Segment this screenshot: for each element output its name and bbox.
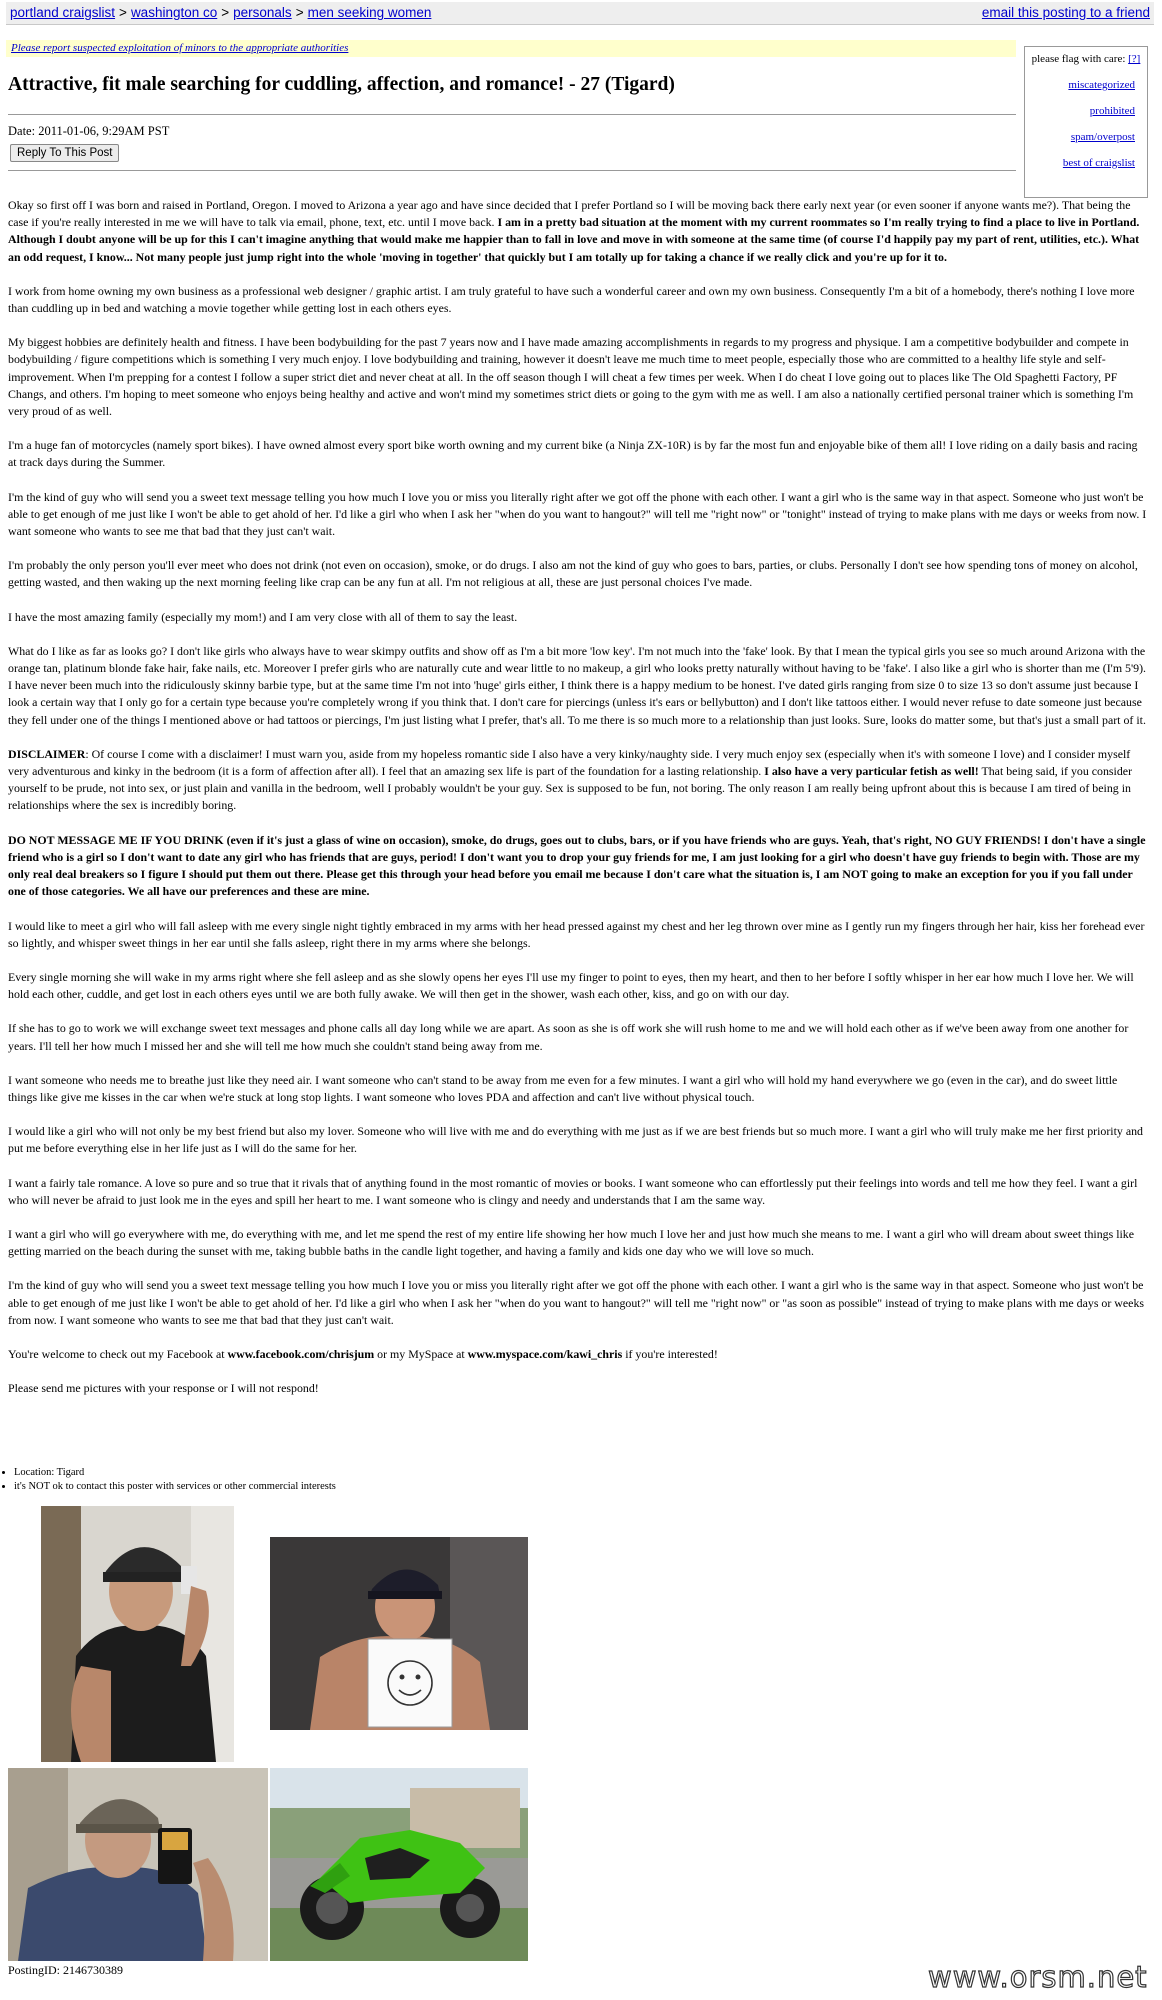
flag-prohibited-link[interactable]: prohibited (1089, 105, 1135, 117)
body-paragraph: I work from home owning my own business as a professional web designer / graphic artist. I am truly grateful to have such a wonderful career and own my own business. Consequently I'm a bit of a homebody, there's nothing I love more than cuddling up in bed and watching a movie together while getting lost in each others eyes. (8, 283, 1135, 316)
flag-best-of-link[interactable]: best of craigslist (1062, 157, 1135, 169)
photo-mirror-selfie-cap[interactable] (41, 1506, 234, 1762)
reply-button[interactable]: Reply To This Post (10, 144, 119, 162)
email-to-friend-link[interactable]: email this posting to a friend (981, 5, 1150, 20)
body-paragraph: I would like a girl who will not only be my best friend but also my lover. Someone who will live with me and do everything with me just as if we are best friends but so much more. I want a girl who will truly make me her first priority and put me before everything else in her life just as I will do the same for her. (8, 1124, 1144, 1156)
breadcrumb (10, 5, 431, 20)
no-contact-attribute: • it's NOT ok to contact this poster with services or other commercial interests (14, 1480, 336, 1494)
disclaimer-paragraph (8, 746, 1148, 815)
breadcrumb-site[interactable]: portland craigslist (10, 5, 116, 20)
myspace-url: www.myspace.com/kawi_chris (467, 1346, 623, 1361)
report-exploitation-link[interactable]: Please report suspected exploitation of minors to the appropriate authorities (11, 42, 349, 54)
title-divider (8, 114, 1016, 115)
body-bold-span: I also have a very particular fetish as well! (764, 764, 979, 779)
posting-title: Attractive, fit male searching for cuddling, affection, and romance! - 27 (Tigard) (8, 74, 675, 95)
breadcrumb-section[interactable]: personals (233, 5, 292, 20)
flag-miscategorized-link[interactable]: miscategorized (1068, 79, 1135, 91)
photo-image (8, 1768, 268, 1961)
posting-date: Date: 2011-01-06, 9:29AM PST (8, 124, 170, 138)
body-paragraph: I want a girl who will go everywhere with me, do everything with me, and let me spend the rest of my entire life showing her how much I love her and just how much she means to me. I want a girl who will dream about sweet things like getting married on the beach during the sunset with me, taking bubble baths in the candle light together, and having a family and kids one day who we will love so much. (8, 1226, 1135, 1259)
dealbreakers-paragraph (8, 832, 1148, 901)
photo-image (270, 1768, 528, 1961)
breadcrumb-category[interactable]: men seeking women (307, 5, 432, 20)
posting-attributes (2, 1466, 336, 1494)
body-paragraph: Every single morning she will wake in my arms right where she fell asleep and as she slowly opens her eyes I'll use my finger to point to eyes, then my heart, and then to her before I softly whisper in her ear how much I love her. We will hold each other, cuddle, and get lost in each others eyes until we are both fully awake. We will then get in the shower, wash each other, kiss, and go on with our day. (8, 969, 1134, 1002)
location-attribute: • Location: Tigard (14, 1466, 336, 1480)
facebook-url: www.facebook.com/chrisjum (227, 1346, 375, 1361)
flag-title-text: please flag with care: (1031, 53, 1126, 65)
body-paragraph: I want someone who needs me to breathe just like they need air. I want someone who can't stand to be away from me even for a few minutes. I want a girl who will hold my hand everywhere we go (even in the car), and do sweet little things like give me kisses in the car when we're stuck at long stop lights. I want someone who loves PDA and affection and can't live without physical touch. (8, 1072, 1118, 1104)
watermark: www.orsm.net (928, 1960, 1148, 1994)
top-bar (6, 2, 1154, 25)
photo-phone-selfie-hoodie[interactable] (8, 1768, 268, 1961)
body-paragraph: I would like to meet a girl who will fall asleep with me every single night tightly embraced in my arms with her head pressed against my chest and her leg thrown over mine as I gently run my fingers through her hair, kiss her forehead ever so lightly, and whisper sweet things in her ear until she falls asleep, right there in my arms where she belongs. (8, 918, 1145, 950)
flag-box (1024, 46, 1148, 198)
exploitation-notice (6, 40, 1016, 57)
body-text-span: That being said, if you consider yourself to be prude, not into sex, or just plain and vanilla in the bedroom, well I probably wouldn't be your guy. Sex is supposed to be fun, not boring. The only reason I am really being upfront about this is because I am tired of being in relationships where the sex is incredibly boring. (8, 764, 1133, 813)
posting-id: PostingID: 2146730389 (8, 1963, 124, 1977)
body-paragraph: I'm the kind of guy who will send you a sweet text message telling you how much I love you or miss you literally right after we got off the phone with each other. I want a girl who is the same way in that aspect. Someone who just won't be able to get enough of me just like I won't be able to get ahold of her. I'd like a girl who when I ask her "when do you want to hangout?" will tell me "right now" or "as soon as possible" instead of trying to make plans with me days or weeks from now. I want someone who wants to see me that bad that they just can't wait. (8, 1278, 1145, 1327)
disclaimer-label: DISCLAIMER (8, 746, 86, 761)
breadcrumb-area[interactable]: washington co (130, 5, 218, 20)
body-bold-span: DO NOT MESSAGE ME IF YOU DRINK (even if it's just a glass of wine on occasion), smoke, do drugs, goes out to clubs, bars, or if you have friends who are guys. Yeah, that's right, NO GUY FRIENDS! I don't have a single friend who is a girl so I don't want to date any girl who has friends that are guys, period! I don't want you to drop your guy friends for me, I am just looking for a girl who doesn't have guy friends to begin with. Those are my only real deal breakers so I figure I should put them out there. Please get this through your head before you email me because I don't care what the situation is, I am NOT going to make an exception for you if you fall under one of those categories. We all have our preferences and these are mine. (8, 832, 1146, 899)
body-text-span: if you're interested! (622, 1346, 718, 1361)
photo-image (41, 1506, 234, 1762)
social-links-paragraph (8, 1346, 1148, 1363)
body-text-span: You're welcome to check out my Facebook at (8, 1346, 228, 1361)
photo-image (270, 1537, 528, 1730)
body-paragraph: Please send me pictures with your response or I will not respond! (8, 1381, 319, 1396)
breadcrumb-separator: > (119, 5, 127, 20)
body-paragraph: I'm a huge fan of motorcycles (namely sport bikes). I have owned almost every sport bike worth owning and my current bike (a Ninja ZX-10R) is by far the most fun and enjoyable bike of them all! I love riding on a daily basis and racing at track days during the Summer. (8, 438, 1138, 470)
body-paragraph: I'm the kind of guy who will send you a sweet text message telling you how much I love you or miss you literally right after we got off the phone with each other. I want a girl who is the same way in that aspect. Someone who just won't be able to get enough of me just like I won't be able to get ahold of her. I'd like a girl who when I ask her "when do you want to hangout?" will tell me "right now" or "tonight" instead of trying to make plans with me days or weeks from now. I want someone who wants to see me that bad that they just can't wait. (8, 489, 1147, 539)
body-paragraph: My biggest hobbies are definitely health and fitness. I have been bodybuilding for the past 7 years now and I have made amazing accomplishments in regards to my progress and physique. I am a competitive bodybuilder and compete in bodybuilding / figure competitions which is something I very much enjoy. I love bodybuilding and training, however it doesn't leave me much time to meet people, especially those who are committed to a healthy life style and self-improvement. When I'm prepping for a contest I follow a super strict diet and never cheat at all. In the off season though I will cheat a few times per week. When I do cheat I love going out to places like The Old Spaghetti Factory, PF Changs, and others. I'm hoping to meet someone who enjoys being healthy and active and won't mind my sometimes strict diets or going to the gym with me as well. I am also a nationally certified personal trainer which is something I'm very proud of as well. (8, 335, 1134, 419)
body-paragraph: I want a fairly tale romance. A love so pure and so true that it rivals that of anything found in the most romantic of movies or books. I want someone who can effortlessly put their feelings into words and tell me how they feel. I want a girl who will never be afraid to just look me in the eyes and spill her heart to me. I want someone who is clingy and needy and understands that I am the same way. (8, 1175, 1138, 1207)
body-paragraph: I have the most amazing family (especially my mom!) and I am very close with all of them to say the least. (8, 609, 518, 624)
body-text-span: or my MySpace at (374, 1346, 468, 1361)
breadcrumb-separator: > (295, 5, 304, 20)
body-text-span: : Of course I come with a disclaimer! I must warn you, aside from my hopeless romantic side I also have a very kinky/naughty side. I very much enjoy sex (especially when it's with someone I love) and I consider myself very adventurous and kinky in the bedroom (it is a form of affection after all). I feel that an amazing sex life is part of the foundation for a lasting relationship. (8, 746, 1131, 779)
body-paragraph (8, 197, 1148, 266)
photo-green-motorcycle[interactable] (270, 1768, 528, 1961)
posting-body (8, 197, 1148, 1414)
body-paragraph: I'm probably the only person you'll ever meet who does not drink (not even on occasion), smoke, or do drugs. I also am not the kind of guy who goes to bars, parties, or clubs. Personally I don't see how spending tons of money on alcohol, getting wasted, and then waking up the next morning feeling like crap can be any fun at all. I'm not religious at all, these are just personal choices I've made. (8, 558, 1138, 590)
body-bold-span: I am in a pretty bad situation at the moment with my current roommates so I'm really trying to find a place to live in Portland. Although I doubt anyone will be up for this I can't imagine anything that would make me happier than to fall in love and move in with someone at the same time (of course I'd happily pay my part of rent, utilities, etc.). What an odd request, I know... Not many people just jump right into the whole 'moving in together' that quickly but I am totally up for taking a chance if we really click and you're up for it to. (8, 215, 1140, 264)
flag-spam-link[interactable]: spam/overpost (1070, 131, 1135, 143)
flag-title (1025, 53, 1147, 65)
body-text-span: Okay so first off I was born and raised in Portland, Oregon. I moved to Arizona a year ago and have since decided that I prefer Portland so I will be moving back there early next year (or even sooner if anyone wants me?). That being the case if you're really interested in me we will have to talk via email, phone, text, etc. until I move back. (8, 198, 1131, 230)
photo-shirtless-smiley-sign[interactable] (270, 1537, 528, 1730)
body-paragraph: If she has to go to work we will exchange sweet text messages and phone calls all day long while we are apart. As soon as she is off work she will rush home to me and we will hold each other as if we've been away from one another for years. I'll tell her how much I missed her and she will tell me how much she couldn't stand being away from me. (8, 1021, 1129, 1053)
body-paragraph: What do I like as far as looks go? I don't like girls who always have to wear skimpy outfits and show off as I'm a bit more 'low key'. I'm not much into the 'fake' look. By that I mean the typical girls you see so much around Arizona with the orange tan, platinum blonde fake hair, fake nails, etc. Moreover I prefer girls who are naturally cute and wear little to no makeup, a girl who looks pretty naturally without having to be 'fake'. I also like a girl who is shorter than me (I'm 5'9). I have never been much into the ridiculously skinny barbie type, but at the same time I'm not into 'huge' girls either, I think there is a happy medium to be honest. I've dated girls ranging from size 0 to size 13 so don't assume just because I look a certain way that I only go for a certain type because you're completely wrong if you think that. I don't care for piercings (unless it's ears or bellybutton) and I don't like tattoos either. I would never refuse to date someone just because they fell under one of the things I mentioned above or had tattoos or piercings, I'm just listing what I prefer, that's all. To me there is so much more to a relationship than just looks. Sure, looks do matter some, but that's just a small part of it. (8, 643, 1147, 727)
flag-help-link[interactable]: [?] (1128, 53, 1141, 65)
breadcrumb-separator: > (221, 5, 230, 20)
header-divider (8, 170, 1016, 171)
